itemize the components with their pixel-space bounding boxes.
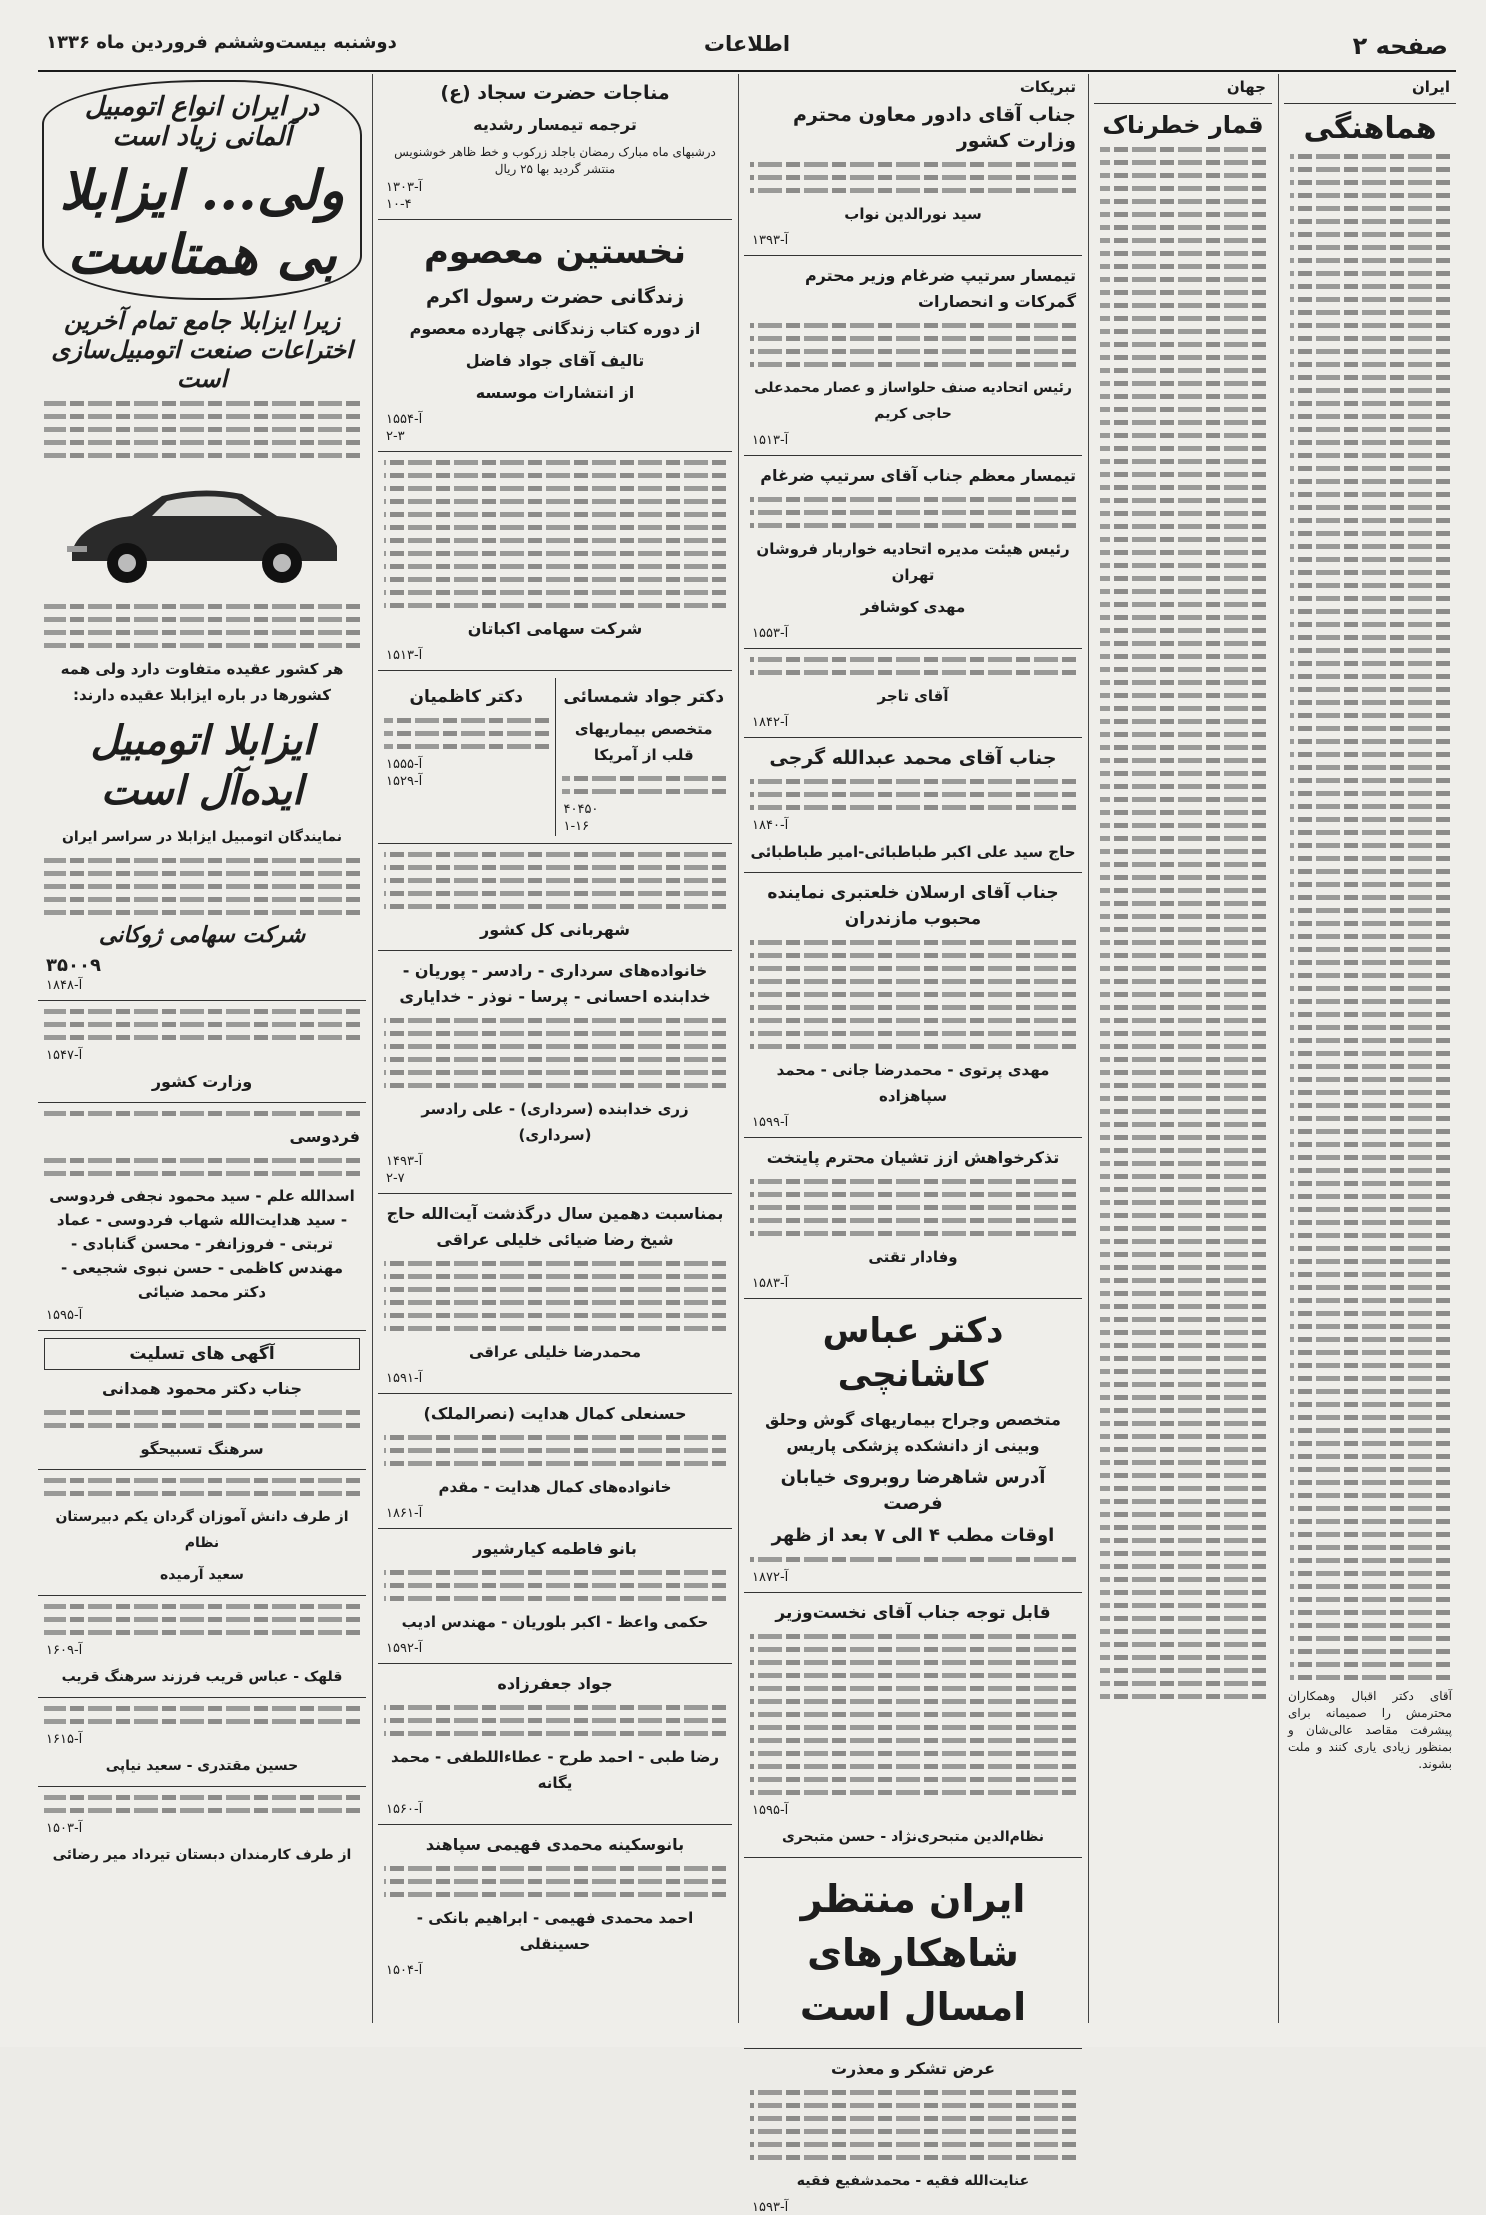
notice-signature: رئیس هیئت مدیره اتحادیه خواربار فروشان تهران <box>756 540 1070 584</box>
notice-signature: قلهک - عباس قریب فرزند سرهنگ قریب <box>61 1669 343 1685</box>
ad-code: آ-۱۵۹۵ <box>752 1803 789 1818</box>
notice-heading: تذکرخواهش ازز تشیان محترم پایتخت <box>766 1148 1060 1167</box>
ad-code: آ-۱۵۶۰ <box>386 1802 423 1817</box>
ad-code: آ-۱۵۲۹ <box>386 774 423 789</box>
article-body <box>1094 147 1272 1699</box>
section-heading: آگهی های تسلیت <box>44 1338 360 1370</box>
ad-code: آ-۱۸۷۲ <box>752 1570 789 1585</box>
ad-code: آ-۱۵۱۳ <box>386 648 423 663</box>
book-author: تالیف آقای جواد فاضل <box>465 351 645 370</box>
ad-code: آ-۱۶۱۵ <box>46 1732 83 1747</box>
ad-code: آ-۱۵۰۴ <box>386 1963 423 1978</box>
doctor-ads-row <box>378 678 732 836</box>
ad-code: ۱۰-۴ <box>386 197 412 212</box>
notice-heading: قابل توجه جناب آقای نخست‌وزیر <box>775 1603 1051 1623</box>
notice-signature: نظام‌الدین متبحری‌نژاد - حسن متبحری <box>781 1829 1045 1845</box>
article-title: هماهنگی <box>1303 111 1437 146</box>
article-title: قمار خطرناک <box>1102 111 1264 139</box>
notice-heading: تیمسار معظم جناب آقای سرتیپ ضرغام <box>760 466 1076 485</box>
car-ad-line: در ایران انواع اتومبیل آلمانی زیاد است <box>84 92 320 152</box>
notice-signature: سرهنگ تسبیحگو <box>140 1440 264 1458</box>
newspaper-name: اطلاعات <box>703 32 791 56</box>
ad-code: آ-۱۸۴۸ <box>46 978 83 993</box>
notice-signature: احمد محمدی فهیمی - ابراهیم بانکی - حسینقلی <box>416 1909 694 1953</box>
notice-heading: عرض تشکر و معذرت <box>830 2059 996 2078</box>
notice-names: اسدالله علم - سید محمود نجفی فردوسی - سید هدایت‌الله شهاب فردوسی - عماد تربتی - فروزانفر - محسن گنابادی - مهندس کاظمی - حسن نبوی شجیعی - دکتر محمد ضیائی <box>49 1187 355 1301</box>
ad-code: آ-۱۳۰۳ <box>386 180 423 195</box>
section-label: تبریکات <box>1019 78 1076 96</box>
ad-code: آ-۱۵۹۹ <box>752 1115 789 1130</box>
ad-code: آ-۱۵۸۳ <box>752 1276 789 1291</box>
notice-heading: جناب دکتر محمود همدانی <box>101 1379 302 1398</box>
car-ad-phone: ۳۵۰۰۹ <box>46 955 101 976</box>
notice-heading: بمناسبت دهمین سال درگذشت آیت‌الله حاج شیخ رضا ضیائی خلیلی عراقی <box>386 1204 724 1249</box>
notice-signature: سید نورالدین نواب <box>844 205 982 223</box>
doctor-ad-specialty: متخصص وجراح بیماریهای گوش وحلق وبینی از دانشکده پزشکی پاریس <box>765 1410 1061 1455</box>
column-rule <box>1088 74 1089 2023</box>
notice-signature: حسین مقتدری - سعید نیاپی <box>105 1758 299 1774</box>
book-title: نخستین معصوم <box>423 232 687 272</box>
car-illustration <box>52 466 352 596</box>
article-body <box>1284 154 1456 1680</box>
ad-code: ۲-۷ <box>386 1171 405 1186</box>
book-note: درشبهای ماه مبارک رمضان باجلد زرکوب و خط ظاهر خوشنویس منتشر گردید بها ۲۵ ریال <box>394 145 716 176</box>
column-congratulations <box>744 74 1082 2215</box>
column-world <box>1094 74 1272 2023</box>
ad-code: آ-۱۸۴۰ <box>752 818 789 833</box>
notice-signature: رضا طبی - احمد طرح - عطاءاللطفی - محمد یگانه <box>390 1748 720 1792</box>
notice-signature: از طرف کارمندان دبستان تیرداد میر رضائی <box>52 1847 352 1863</box>
notice-signature: شرکت سهامی اکباتان <box>467 619 643 638</box>
ad-code: آ-۱۵۴۷ <box>46 1048 83 1063</box>
doctor-ad-hours: اوقات مطب ۴ الی ۷ بعد از ظهر <box>771 1525 1055 1546</box>
notice-heading: حسنعلی کمال هدایت (نصرالملک) <box>423 1404 687 1423</box>
article-ending: آقای دکتر اقبال وهمکاران محترمش را صمیمانه برای پیشرفت مقاصد عالی‌شان و بمنظور زیادی یاری کنند و ملت بشوند. <box>1288 1689 1452 1771</box>
car-ad-note: هر کشور عقیده متفاوت دارد ولی همه کشورها در باره ایزابلا عقیده دارند: <box>60 660 344 704</box>
section-label: جهان <box>1226 78 1266 96</box>
ad-code: آ-۱۵۵۵ <box>386 757 423 772</box>
ad-code: آ-۱۴۹۳ <box>386 1154 423 1169</box>
ad-code: آ-۱۳۹۳ <box>752 233 789 248</box>
notice-signature: سعید آرمیده <box>160 1567 244 1583</box>
doctor-ad-name: دکتر عباس کاشانچی <box>822 1311 1004 1395</box>
book-translator: ترجمه تیمسار رشدیه <box>473 115 637 134</box>
car-ad-tagline: زیرا ایزابلا جامع تمام آخرین اختراعات صنعت اتومبیل‌سازی است <box>51 306 353 393</box>
notice-heading: بانوسکینه محمدی فهیمی سپاهند <box>425 1835 685 1854</box>
issue-date: دوشنبه بیست‌وششم فروردین ماه ۱۳۳۶ <box>46 32 397 53</box>
ad-code: آ-۱۵۵۴ <box>386 412 423 427</box>
page-header <box>38 28 1456 72</box>
notice-heading: بانو فاطمه کیارشیور <box>473 1539 637 1558</box>
notice-heading: فردوسی <box>289 1127 360 1146</box>
notice-signature: مهدی پرتوی - محمدرضا جانی - محمد سپاهزاده <box>776 1061 1050 1105</box>
notice-signature: حکمی واعظ - اکبر بلوریان - مهندس ادیب <box>401 1613 709 1631</box>
column-rule <box>1278 74 1279 2023</box>
column-rule <box>372 74 373 2023</box>
car-ad-brand: ایزابلا اتومبیل ایده‌آل است <box>90 717 314 814</box>
book-series: از دوره کتاب زندگانی چهارده معصوم <box>409 319 701 338</box>
book-subtitle: زندگانی حضرت رسول اکرم <box>425 286 685 308</box>
car-ad-headline <box>42 80 362 300</box>
column-announcements <box>378 74 732 2023</box>
ad-code: ۱-۱۶ <box>563 819 590 834</box>
column-rule <box>738 74 739 2023</box>
ad-code: آ-۱۵۵۳ <box>752 626 789 641</box>
notice-heading: تیمسار سرتیپ ضرغام وزیر محترم گمرکات و انحصارات <box>804 266 1076 311</box>
ad-code: آ-۱۵۹۱ <box>386 1371 423 1386</box>
book-title: مناجات حضرت سجاد (ع) <box>440 82 670 104</box>
notice-signature: زری خدابنده (سرداری) - علی رادسر (سرداری) <box>421 1100 689 1144</box>
doctor-ad-address: آدرس شاهرضا روبروی خیابان فرصت <box>780 1467 1046 1514</box>
notice-signature: رئیس اتحادیه صنف حلواساز و عصار محمدعلی حاجی کریم <box>754 380 1072 422</box>
doctor-phone: ۴۰۴۵۰ <box>563 802 599 817</box>
notice-signature: عنایت‌الله فقیه - محمدشفیع فقیه <box>796 2173 1030 2189</box>
notice-heading: جناب آقای ارسلان خلعتبری نماینده محبوب مازندران <box>767 883 1059 929</box>
section-label: ایران <box>1411 78 1450 96</box>
notice-heading: شهربانی کل کشور <box>479 920 630 939</box>
ad-code: آ-۱۵۱۳ <box>752 433 789 448</box>
notice-signature: حاج سید علی اکبر طباطبائی-امیر طباطبائی <box>750 843 1076 861</box>
notice-heading: از طرف دانش آموزان گردان یکم دبیرستان نظام <box>55 1509 349 1551</box>
notice-heading: جواد جعفرزاده <box>497 1674 613 1693</box>
doctor-ad-name: دکتر کاظمیان <box>409 687 524 707</box>
notice-heading: جناب آقای محمد عبدالله گرجی <box>769 747 1057 769</box>
ad-code: آ-۱۵۹۳ <box>752 2200 789 2215</box>
notice-heading: جناب آقای دادور معاون محترم وزارت کشور <box>792 104 1076 152</box>
car-ad-dealers: نمایندگان اتومبیل ایزابلا در سراسر ایران <box>61 829 343 845</box>
column-advertisements <box>38 74 366 2023</box>
notice-signature: مهدی کوشافر <box>860 598 966 616</box>
doctor-ad-name: دکتر جواد شمسائی <box>563 687 725 707</box>
notice-signature: وزارت کشور <box>151 1072 253 1091</box>
notice-signature: آقای تاجر <box>877 687 949 705</box>
notice-signature: خانواده‌های کمال هدایت - مقدم <box>438 1478 672 1496</box>
page-number: صفحه ۲ <box>1352 32 1448 60</box>
column-iran <box>1284 74 1456 2023</box>
ad-code: آ-۱۵۹۵ <box>46 1308 83 1323</box>
doctor-ad-specialty: متخصص بیماریهای قلب از آمریکا <box>574 720 713 764</box>
book-publisher: از انتشارات موسسه <box>475 383 635 402</box>
ad-code: آ-۱۶۰۹ <box>46 1643 83 1658</box>
ad-code: آ-۱۸۴۲ <box>752 715 789 730</box>
notice-signature: وفادار تقتی <box>868 1248 958 1266</box>
car-ad-company: شرکت سهامی ژوکانی <box>98 923 306 948</box>
notice-signature: محمدرضا خلیلی عراقی <box>468 1343 642 1361</box>
ad-code: آ-۱۸۶۱ <box>386 1506 423 1521</box>
notice-heading: خانواده‌های سرداری - رادسر - پوریان - خدابنده احسانی - پرسا - نوذر - خدایاری <box>399 961 711 1006</box>
ad-code: آ-۱۵۹۲ <box>386 1641 423 1656</box>
ad-code: آ-۱۵۰۳ <box>46 1821 83 1836</box>
car-ad-slogan: ولی... ایزابلا بی همتاست <box>59 158 345 286</box>
headline-banner: ایران منتظر شاهکارهای امسال است <box>799 1877 1027 2029</box>
ad-code: ۲-۳ <box>386 429 405 444</box>
